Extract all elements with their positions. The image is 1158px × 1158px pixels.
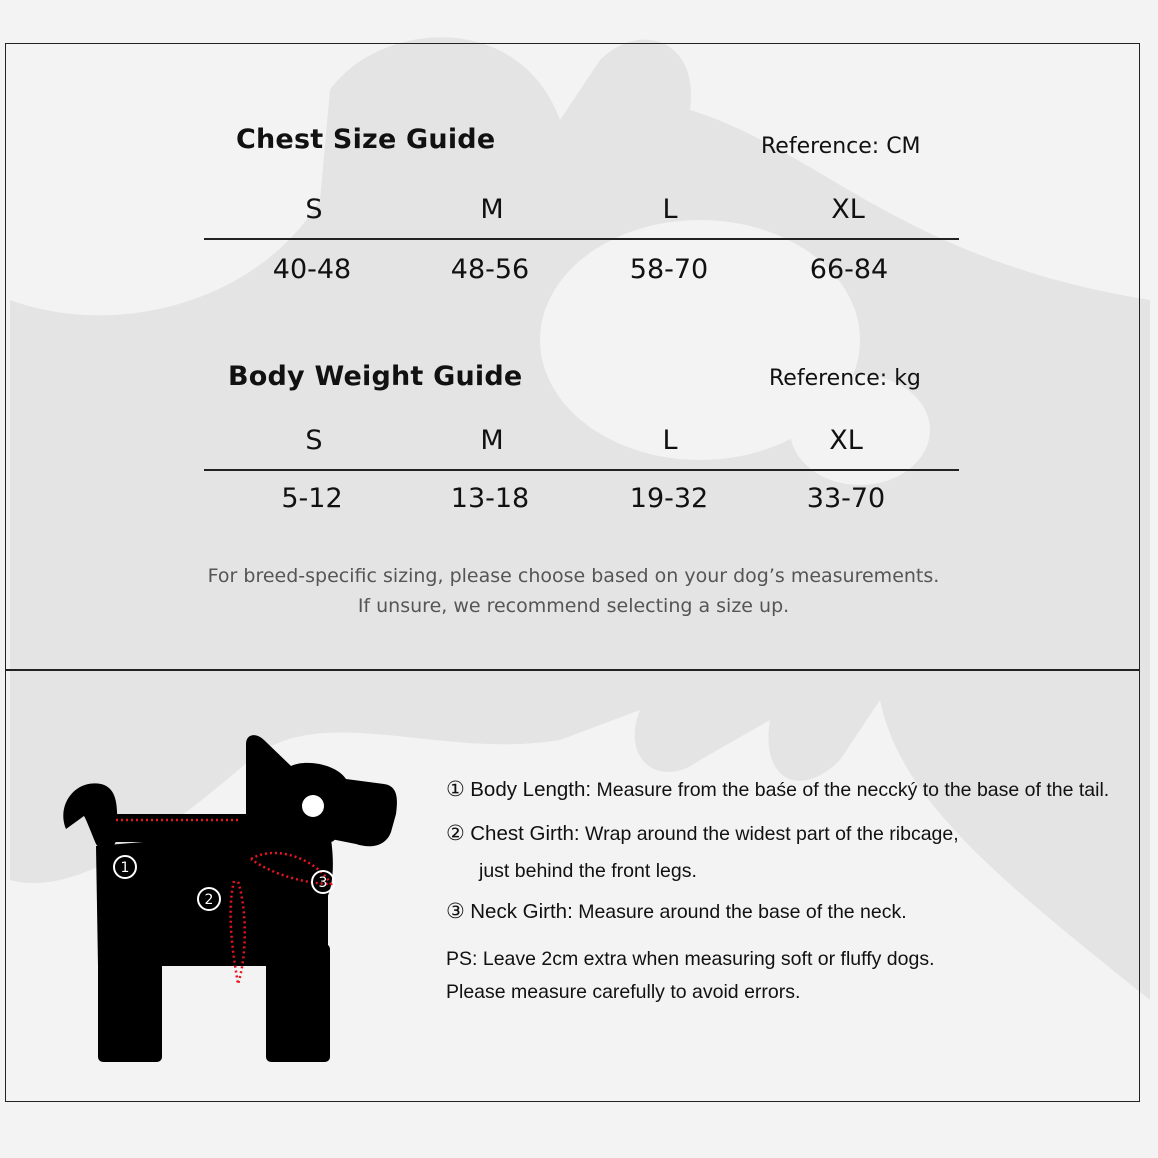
dog-silhouette-icon — [63, 735, 397, 1062]
neck-girth-text: Measure around the base of the neck. — [578, 901, 907, 923]
ps-note — [446, 948, 934, 971]
weight-table-divider — [204, 469, 959, 471]
body-length-instruction: ① Body Length: Measure from the baśe of the neccký to the base of the tail. — [446, 777, 1110, 801]
sizing-note-line-1: For breed-specific sizing, please choose based on your dog’s measurements. — [207, 565, 940, 587]
ps-text: Leave 2cm extra when measuring soft or fluffy dogs. — [482, 948, 935, 970]
weight-guide-reference: Reference: kg — [769, 366, 921, 391]
marker-1-label: 1 — [120, 860, 130, 876]
marker-2-label: 2 — [204, 892, 214, 908]
sizing-note-line-2: If unsure, we recommend selecting a size up. — [357, 595, 790, 617]
chest-girth-text: Wrap around the widest part of the ribcage, — [585, 823, 959, 845]
weight-size-label: S — [305, 425, 323, 456]
chest-size-header-row — [206, 194, 961, 234]
chest-size-label: L — [662, 194, 678, 225]
chest-size-label: M — [480, 194, 504, 225]
chest-table-divider — [204, 238, 959, 240]
weight-value-row — [206, 483, 961, 523]
neck-girth-instruction: ③ Neck Girth: Measure around the base of the neck. — [446, 899, 907, 923]
weight-size-label: XL — [829, 425, 863, 456]
chest-size-label: S — [305, 194, 323, 225]
marker-3-label: 3 — [318, 875, 328, 891]
weight-guide-title: Body Weight Guide — [228, 361, 523, 392]
chest-guide-reference: Reference: CM — [761, 134, 921, 159]
body-length-label: Body Length: — [470, 778, 592, 801]
weight-size-label: M — [480, 425, 504, 456]
dog-measurement-diagram — [46, 734, 426, 1074]
weight-size-header-row — [206, 425, 961, 465]
chest-value: 66-84 — [809, 254, 889, 285]
chest-value: 40-48 — [272, 254, 352, 285]
neck-girth-label: Neck Girth: — [470, 900, 573, 923]
chest-value: 58-70 — [629, 254, 709, 285]
section-divider — [6, 669, 1139, 671]
ps-label: PS: — [446, 948, 478, 970]
dog-eye — [302, 795, 324, 817]
chest-girth-instruction: ② Chest Girth: Wrap around the widest part of the ribcage, — [446, 821, 959, 845]
chest-girth-text-continued: just behind the front legs. — [479, 860, 697, 882]
weight-value: 13-18 — [450, 483, 530, 514]
weight-value: 33-70 — [806, 483, 886, 514]
ps-note-continued: Please measure carefully to avoid errors. — [446, 981, 801, 1003]
chest-guide-title: Chest Size Guide — [236, 124, 496, 155]
weight-value: 19-32 — [629, 483, 709, 514]
body-length-text: Measure from the baśe of the neccký to the base of the tail. — [596, 779, 1110, 801]
weight-value: 5-12 — [281, 483, 343, 514]
chest-value-row — [206, 254, 961, 294]
chest-girth-label: Chest Girth: — [470, 822, 580, 845]
chest-value: 48-56 — [450, 254, 530, 285]
size-guide-frame — [5, 43, 1140, 1102]
weight-size-label: L — [662, 425, 678, 456]
chest-size-label: XL — [831, 194, 865, 225]
